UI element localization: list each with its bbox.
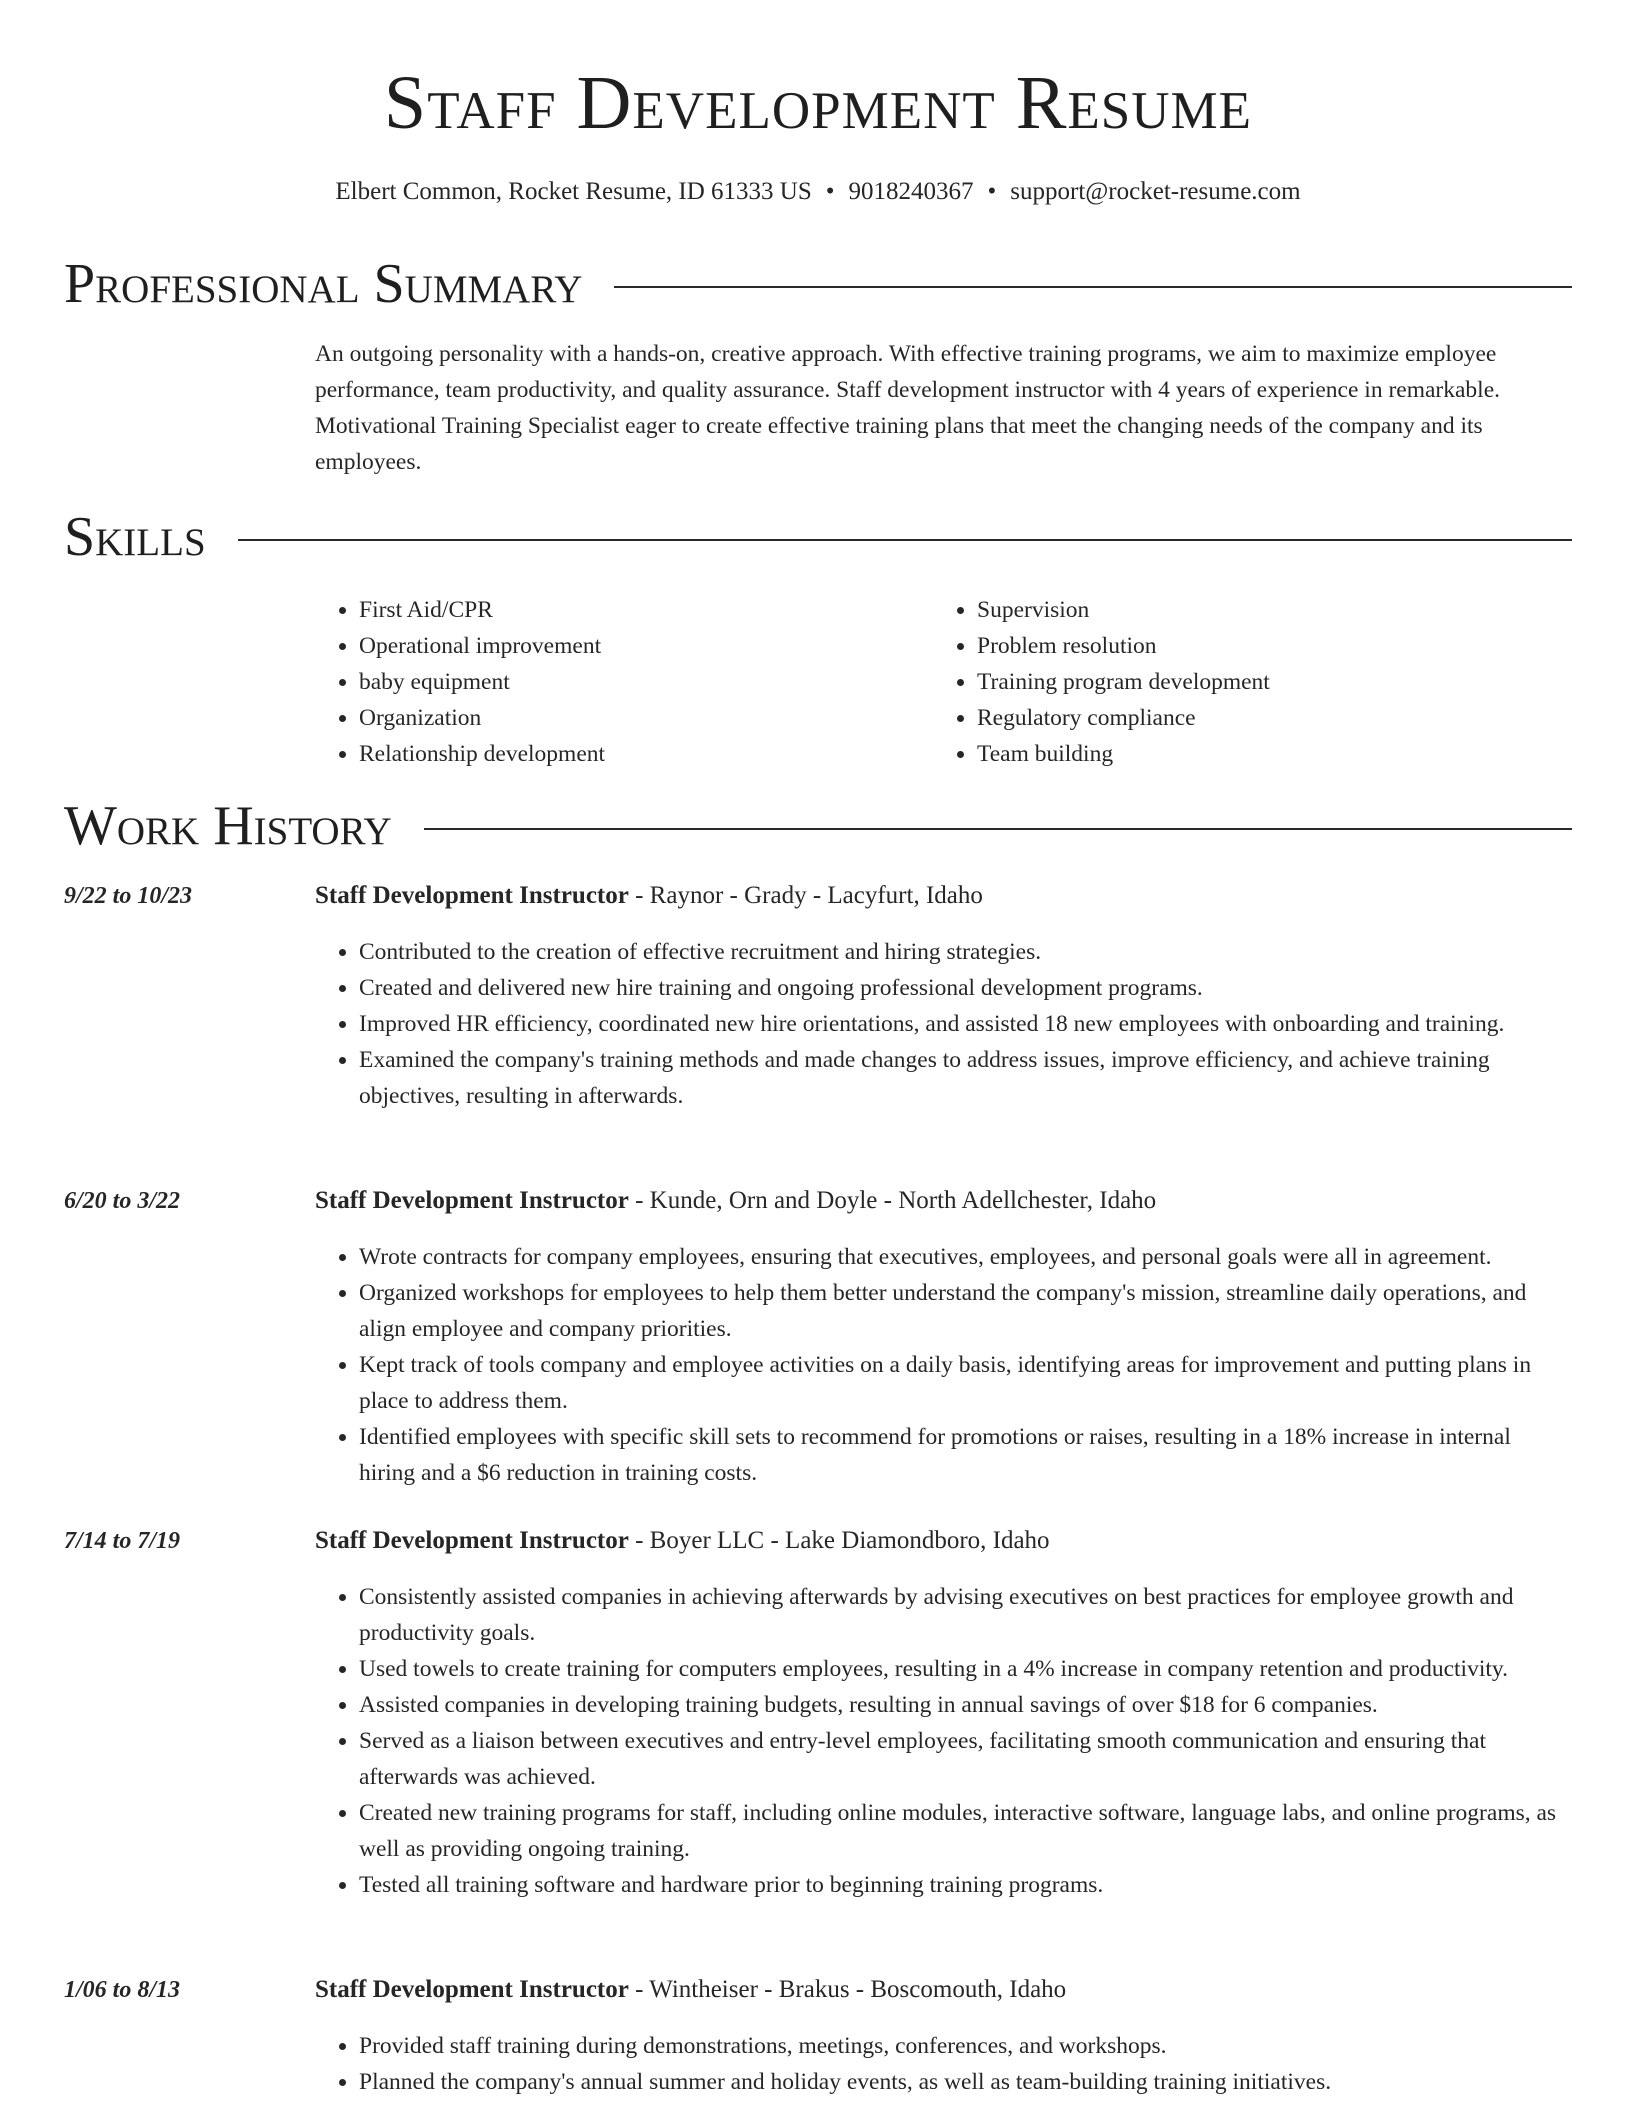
job-details: - Raynor - Grady - Lacyfurt, Idaho [628, 882, 983, 909]
job-bullet: • Provided staff training during demonstrations, meetings, conferences, and workshops. [359, 2028, 1572, 2064]
skill-item: • Team building [977, 736, 1551, 772]
job-role: Staff Development Instructor [315, 1527, 629, 1554]
section-divider [238, 539, 1572, 541]
skill-item: • Organization [359, 700, 933, 736]
skill-item: • Regulatory compliance [977, 700, 1551, 736]
job-details: - Kunde, Orn and Doyle - North Adellchester, Idaho [628, 1187, 1157, 1214]
contact-separator: • [825, 178, 835, 205]
contact-address: Elbert Common, Rocket Resume, ID 61333 US [335, 178, 812, 205]
skill-item: • Training program development [977, 664, 1551, 700]
job-heading [315, 882, 983, 910]
job-bullet: • Contributed to the creation of effective recruitment and hiring strategies. [359, 934, 1572, 970]
job-heading [315, 1527, 1050, 1555]
skill-item: • First Aid/CPR [359, 592, 933, 628]
summary-heading: Professional Summary [64, 253, 583, 315]
job-heading [315, 1187, 1156, 1215]
job-bullet: • Wrote contracts for company employees, ensuring that executives, employees, and personal goals were all in agreement. [359, 1239, 1572, 1275]
job-entry [64, 1187, 1572, 1491]
contact-separator: • [987, 178, 997, 205]
skills-column-right [933, 592, 1551, 772]
contact-line [64, 174, 1572, 210]
skills-list [315, 592, 1572, 772]
job-bullet: • Improved HR efficiency, coordinated new hire orientations, and assisted 18 new employees with onboarding and training. [359, 1006, 1572, 1042]
section-divider [424, 828, 1572, 830]
job-bullet: • Consistently assisted companies in achieving afterwards by advising executives on best practices for employee growth and productivity goals. [359, 1579, 1572, 1651]
job-bullets [315, 934, 1572, 1114]
job-entry [64, 1976, 1572, 2100]
job-bullet: • Identified employees with specific skill sets to recommend for promotions or raises, resulting in a 18% increase in internal hiring and a $6 reduction in training costs. [359, 1419, 1572, 1491]
job-entry [64, 1527, 1572, 1903]
job-bullets [315, 2028, 1572, 2100]
skill-item: • Relationship development [359, 736, 933, 772]
skills-heading: Skills [64, 506, 206, 568]
skill-item: • baby equipment [359, 664, 933, 700]
job-dates: 9/22 to 10/23 [64, 883, 193, 909]
job-bullet: • Served as a liaison between executives and entry-level employees, facilitating smooth communication and ensuring that afterwards was achieved. [359, 1723, 1572, 1795]
summary-section-header [64, 252, 1572, 316]
contact-email[interactable]: support@rocket-resume.com [1010, 178, 1301, 205]
job-bullet: • Kept track of tools company and employee activities on a daily basis, identifying areas for improvement and putting plans in place to address them. [359, 1347, 1572, 1419]
contact-phone: 9018240367 [848, 178, 974, 205]
job-role: Staff Development Instructor [315, 882, 629, 909]
job-bullet: • Tested all training software and hardware prior to beginning training programs. [359, 1867, 1572, 1903]
job-bullet: • Used towels to create training for computers employees, resulting in a 4% increase in company retention and productivity. [359, 1651, 1572, 1687]
job-dates: 6/20 to 3/22 [64, 1188, 181, 1214]
skill-item: • Problem resolution [977, 628, 1551, 664]
job-heading [315, 1976, 1066, 2004]
job-details: - Wintheiser - Brakus - Boscomouth, Idaho [628, 1976, 1067, 2003]
job-bullet: • Created and delivered new hire training and ongoing professional development programs. [359, 970, 1572, 1006]
job-bullets [315, 1239, 1572, 1491]
job-bullet: • Created new training programs for staff, including online modules, interactive software, language labs, and online programs, as well as providing ongoing training. [359, 1795, 1572, 1867]
job-bullet: • Assisted companies in developing training budgets, resulting in annual savings of over $18 for 6 companies. [359, 1687, 1572, 1723]
work-heading: Work History [64, 795, 392, 857]
skills-section-header [64, 505, 1572, 569]
job-bullet: • Examined the company's training methods and made changes to address issues, improve efficiency, and achieve training objectives, resulting in afterwards. [359, 1042, 1572, 1114]
job-role: Staff Development Instructor [315, 1976, 629, 2003]
skill-item: • Supervision [977, 592, 1551, 628]
job-bullet: • Organized workshops for employees to help them better understand the company's mission, streamline daily operations, and align employee and company priorities. [359, 1275, 1572, 1347]
job-bullets [315, 1579, 1572, 1903]
section-divider [614, 286, 1572, 288]
job-dates: 7/14 to 7/19 [64, 1528, 181, 1554]
skills-column-left [315, 592, 933, 772]
job-bullet: • Planned the company's annual summer and holiday events, as well as team-building training initiatives. [359, 2064, 1572, 2100]
job-dates: 1/06 to 8/13 [64, 1977, 181, 2003]
work-section-header [64, 794, 1572, 858]
job-details: - Boyer LLC - Lake Diamondboro, Idaho [628, 1527, 1050, 1554]
job-entry [64, 882, 1572, 1114]
job-role: Staff Development Instructor [315, 1187, 629, 1214]
summary-text: An outgoing personality with a hands-on, creative approach. With effective training programs, we aim to maximize employee performance, team productivity, and quality assurance. Staff development instructor with 4 years of experience in remarkable. Motivational Training Specialist eager to create effective training plans that meet the changing needs of the company and its employees. [315, 341, 1501, 475]
resume-title: Staff Development Resume [383, 61, 1253, 145]
skill-item: • Operational improvement [359, 628, 933, 664]
